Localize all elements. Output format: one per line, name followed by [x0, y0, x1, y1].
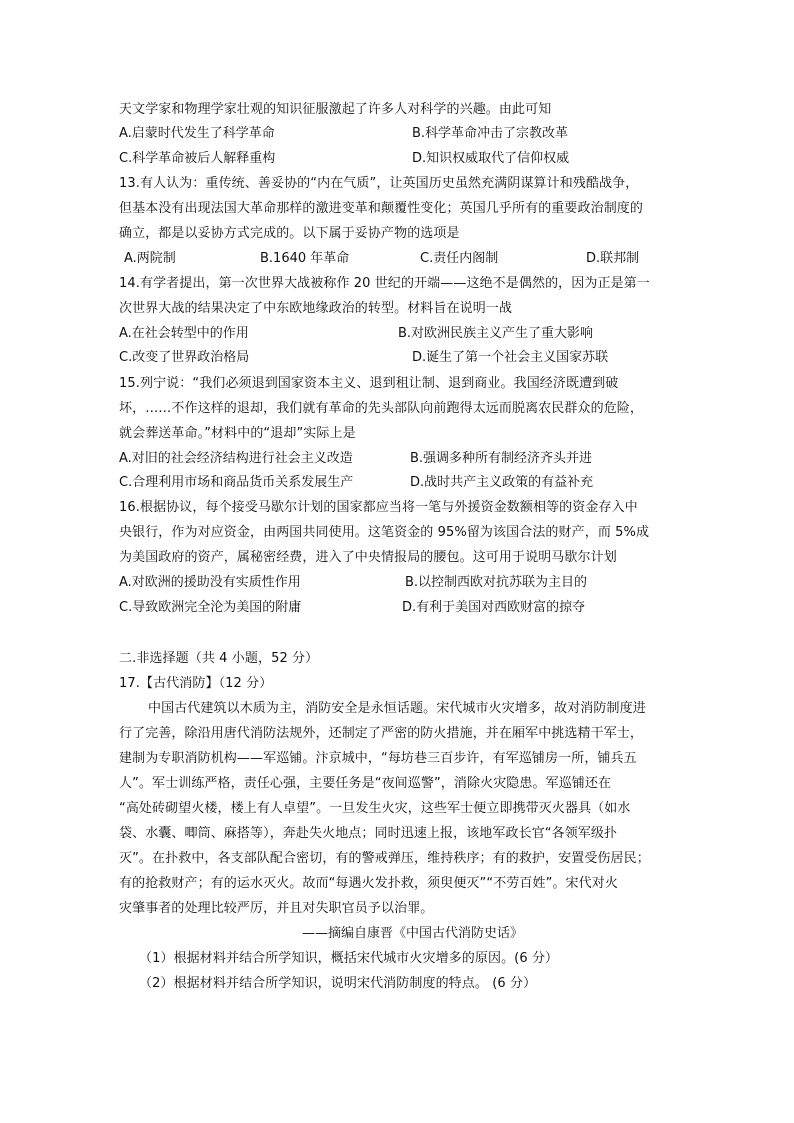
q13-option-a: A.两院制 [124, 251, 176, 266]
q13-stem-line: 13.有人认为：重传统、善妥协的“内在气质”，让英国历史虽然充满阴谋算计和残酷战争， [119, 176, 639, 191]
q12-option-a: A.启蒙时代发生了科学革命 [119, 126, 275, 141]
q14-option-b: B.对欧洲民族主义产生了重大影响 [398, 326, 594, 341]
q16-option-d: D.有利于美国对西欧财富的掠夺 [402, 600, 586, 615]
q13-option-c: C.责任内阁制 [420, 251, 499, 266]
q15-option-d: D.战时共产主义政策的有益补充 [410, 475, 594, 490]
q16-stem-line: 16.根据协议，每个接受马歇尔计划的国家都应当将一笔与外援资金数额相等的资金存入中 [119, 500, 638, 515]
q12-stem: 天文学家和物理学家壮观的知识征服激起了许多人对科学的兴趣。由此可知 [119, 102, 552, 117]
q16-stem-line: 为美国政府的资产，属秘密经费，进入了中央情报局的腰包。这可用于说明马歇尔计划 [119, 550, 617, 565]
section-heading: 二.非选择题（共 4 小题，52 分） [119, 651, 319, 666]
material-line: “高处砖砌望火楼，楼上有人卓望”。一旦发生火灾，这些军士便立即携带灭火器具（如水 [119, 801, 631, 816]
material-line: 有的抢救财产；有的运水灭火。故而“每遇火发扑救，须臾便灭”“不劳百姓”。宋代对火 [119, 876, 618, 891]
material-source: ——摘编自康晋《中国古代消防史话》 [302, 926, 524, 941]
q13-option-d: D.联邦制 [586, 251, 640, 266]
q14-option-a: A.在社会转型中的作用 [119, 326, 249, 341]
q12-option-b: B.科学革命冲击了宗教改革 [412, 126, 569, 141]
q16-option-b: B.以控制西欧对抗苏联为主目的 [405, 575, 588, 590]
q16-option-c: C.导致欧洲完全沦为美国的附庸 [119, 600, 302, 615]
q15-stem-line: 15.列宁说：“我们必须退到国家资本主义、退到租让制、退到商业。我国经济既遭到破 [119, 376, 619, 391]
q16-option-a: A.对欧洲的援助没有实质性作用 [119, 575, 301, 590]
q12-option-c: C.科学革命被后人解释重构 [119, 151, 276, 166]
q13-option-b: B.1640 年革命 [260, 251, 350, 266]
q13-stem-line: 确立，都是以妥协方式完成的。以下属于妥协产物的选项是 [119, 226, 460, 241]
material-line: 建制为专职消防机构——军巡铺。汴京城中，“每坊巷三百步许，有军巡铺房一所，铺兵五 [119, 751, 637, 766]
material-line: 灾肇事者的处理比较严厉，并且对失职官员予以治罪。 [119, 901, 434, 916]
q12-option-d: D.知识权威取代了信仰权威 [412, 151, 570, 166]
q17-sub-question-1: （1）根据材料并结合所学知识，概括宋代城市火灾增多的原因。(6 分） [139, 951, 559, 966]
q15-stem-line: 就会葬送革命。”材料中的“退却”实际上是 [119, 426, 356, 441]
q14-stem-line: 次世界大战的结果决定了中东欧地缘政治的转型。材料旨在说明一战 [119, 301, 513, 316]
q16-stem-line: 央银行，作为对应资金，由两国共同使用。这笔资金的 95%留为该国合法的财产，而 5%成 [119, 525, 650, 540]
q15-option-b: B.强调多种所有制经济齐头并进 [410, 451, 593, 466]
q14-option-d: D.诞生了第一个社会主义国家苏联 [412, 350, 609, 365]
q14-stem-line: 14.有学者提出，第一次世界大战被称作 20 世纪的开端——这绝不是偶然的，因为正是第一 [119, 276, 650, 291]
q14-option-c: C.改变了世界政治格局 [119, 350, 250, 365]
material-line: 袋、水囊、唧筒、麻搭等），奔赴失火地点；同时迅速上报，该地军政长官“各领军级扑 [119, 826, 618, 841]
q17-title: 17.【古代消防】（12 分） [119, 676, 273, 691]
q15-stem-line: 坏，……不作这样的退却，我们就有革命的先头部队向前跑得太远而脱离农民群众的危险， [119, 401, 644, 416]
q15-option-a: A.对旧的社会经济结构进行社会主义改造 [119, 451, 353, 466]
material-line: 中国古代建筑以木质为主，消防安全是永恒话题。宋代城市火灾增多，故对消防制度进 [148, 701, 646, 716]
q17-sub-question-2: （2）根据材料并结合所学知识，说明宋代消防制度的特点。 (6 分） [139, 976, 537, 991]
material-line: 人”。军士训练严格，责任心强，主要任务是“夜间巡警”，消除火灾隐患。军巡铺还在 [119, 776, 612, 791]
q13-stem-line: 但基本没有出现法国大革命那样的激进变革和颠覆性变化；英国几乎所有的重要政治制度的 [119, 201, 644, 216]
q15-option-c: C.合理利用市场和商品货币关系发展生产 [119, 475, 354, 490]
material-line: 灭”。在扑救中，各支部队配合密切，有的警戒弹压，维持秩序；有的救护，安置受伤居民； [119, 851, 650, 866]
material-line: 行了完善，除沿用唐代消防法规外，还制定了严密的防火措施，并在厢军中挑选精干军士， [119, 726, 644, 741]
